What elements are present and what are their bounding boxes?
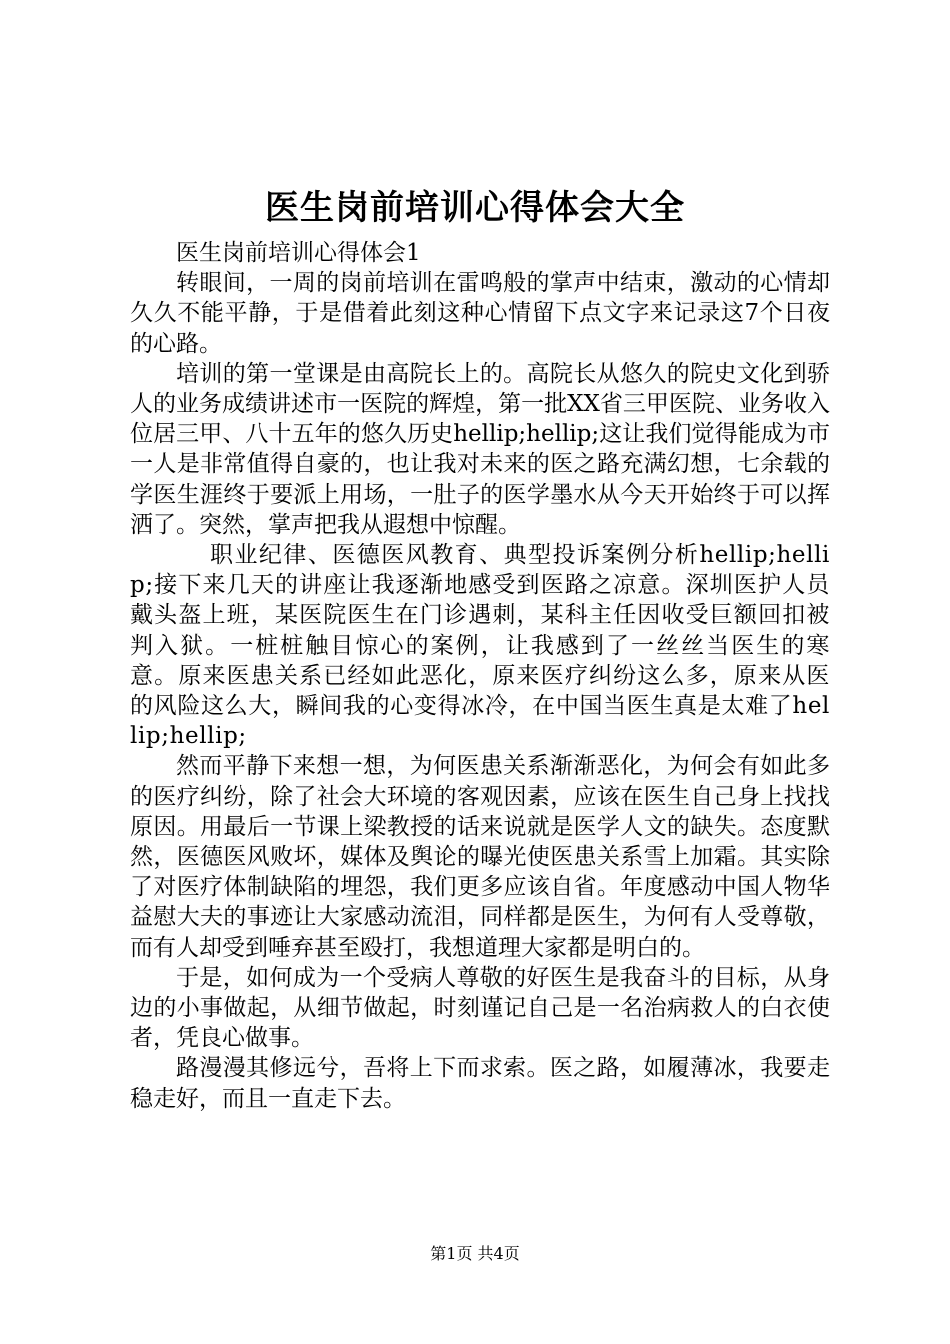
paragraph-1: 转眼间，一周的岗前培训在雷鸣般的掌声中结束，激动的心情却久久不能平静，于是借着此刻这种心情留下点文字来记录这7个日夜的心路。 [130,270,830,357]
section-subtitle: 医生岗前培训心得体会1 [176,240,421,266]
paragraph-4: 然而平静下来想一想，为何医患关系渐渐恶化，为何会有如此多的医疗纠纷，除了社会大环境的客观因素，应该在医生自己身上找找原因。用最后一节课上梁教授的话来说就是医学人文的缺失。态度默然，医德医风败坏，媒体及舆论的曝光使医患关系雪上加霜。其实除了对医疗体制缺陷的埋怨，我们更多应该自省。年度感动中国人物华益慰大夫的事迹让大家感动流泪，同样都是医生，为何有人受尊敬，而有人却受到唾弃甚至殴打，我想道理大家都是明白的。 [130,753,830,961]
paragraph-6: 路漫漫其修远兮，吾将上下而求索。医之路，如履薄冰，我要走稳走好，而且一直走下去。 [130,1055,830,1112]
document-body [130,238,830,1114]
page-number-footer: 第1页 共4页 [430,1244,520,1263]
paragraph-5: 于是，如何成为一个受病人尊敬的好医生是我奋斗的目标，从身边的小事做起，从细节做起，时刻谨记自己是一名治病救人的白衣使者，凭良心做事。 [130,964,830,1052]
paragraph-3: 职业纪律、医德医风教育、典型投诉案例分析hellip;hellip;接下来几天的讲座让我逐渐地感受到医路之凉意。深圳医护人员戴头盔上班，某医院医生在门诊遇刺，某科主任因收受巨额回扣被判入狱。一桩桩触目惊心的案例，让我感到了一丝丝当医生的寒意。原来医患关系已经如此恶化，原来医疗纠纷这么多，原来从医的风险这么大，瞬间我的心变得冰冷，在中国当医生真是太难了hellip;hellip; [130,542,830,750]
paragraph-2: 培训的第一堂课是由高院长上的。高院长从悠久的院史文化到骄人的业务成绩讲述市一医院的辉煌，第一批XX省三甲医院、业务收入位居三甲、八十五年的悠久历史hellip;hellip;这让我们觉得能成为市一人是非常值得自豪的，也让我对未来的医之路充满幻想，七余载的学医生涯终于要派上用场，一肚子的医学墨水从今天开始终于可以挥洒了。突然，掌声把我从遐想中惊醒。 [130,360,830,538]
document-title: 医生岗前培训心得体会大全 [265,188,685,228]
